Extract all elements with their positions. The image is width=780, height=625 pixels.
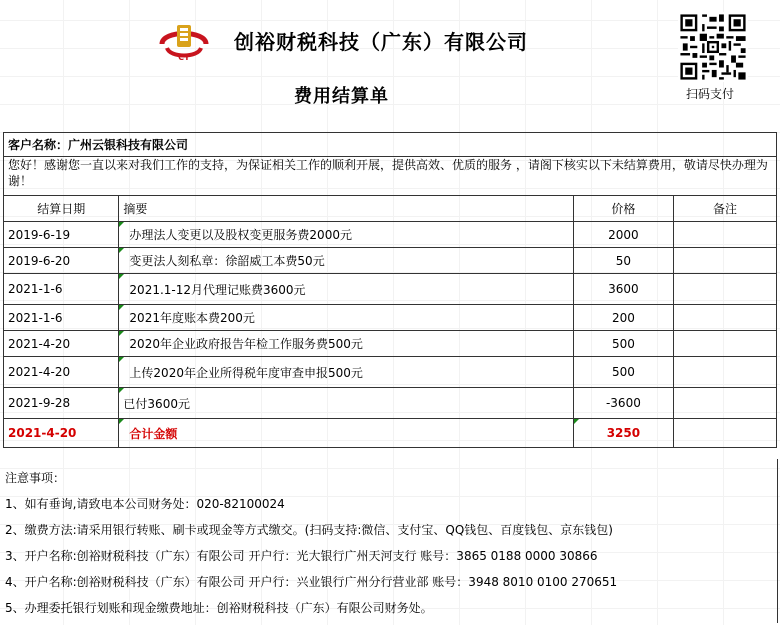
company-logo: [158, 22, 210, 62]
greeting-text: 您好！感谢您一直以来对我们工作的支持，为保证相关工作的顺利开展，提供高效、优质的服务 ，请阁下核实以下未结算费用，敬请尽快办理为谢！: [4, 157, 777, 196]
row-desc: 变更法人刻私章：徐韶威工本费50元: [119, 248, 574, 274]
customer-label: 客户名称：: [8, 138, 69, 152]
document-title: 费用结算单: [294, 86, 389, 107]
row-price: 3600: [573, 274, 673, 305]
row-note: [673, 357, 776, 388]
table-row: [4, 305, 777, 331]
row-note: [673, 274, 776, 305]
row-price: 500: [573, 357, 673, 388]
row-desc: 已付3600元: [119, 388, 574, 419]
table-row: [4, 331, 777, 357]
table-row: [4, 274, 777, 305]
notes-section: [3, 459, 778, 623]
logo-text: CY: [178, 53, 190, 62]
notes-title: 注意事项：: [5, 471, 66, 485]
total-date: 2021-4-20: [4, 419, 119, 448]
column-header-note: 备注: [673, 196, 776, 222]
document-header: [0, 0, 780, 132]
column-header-date: 结算日期: [4, 196, 119, 222]
company-name: 创裕财税科技（广东）有限公司: [234, 30, 528, 54]
row-desc: 办理法人变更以及股权变更服务费2000元: [119, 222, 574, 248]
table-row: [4, 357, 777, 388]
row-desc: 2020年企业政府报告年检工作服务费500元: [119, 331, 574, 357]
qr-caption: 扫码支付: [686, 87, 735, 101]
row-date: 2021-4-20: [4, 357, 119, 388]
column-header-desc: 摘要: [119, 196, 574, 222]
table-row: [4, 222, 777, 248]
total-row: [4, 419, 777, 448]
note-item: 3、开户名称:创裕财税科技（广东）有限公司 开户行：光大银行广州天河支行 账号：3865 0188 0000 30866: [5, 549, 598, 563]
note-item: 5、办理委托银行划账和现金缴费地址：创裕财税科技（广东）有限公司财务处。: [5, 601, 433, 615]
row-note: [673, 331, 776, 357]
row-date: 2021-4-20: [4, 331, 119, 357]
row-desc: 2021年度账本费200元: [119, 305, 574, 331]
customer-name: 广州云银科技有限公司: [68, 138, 189, 152]
row-desc: 上传2020年企业所得税年度审查申报500元: [119, 357, 574, 388]
row-price: -3600: [573, 388, 673, 419]
row-note: [673, 248, 776, 274]
billing-table: [3, 132, 777, 448]
row-date: 2019-6-20: [4, 248, 119, 274]
row-price: 2000: [573, 222, 673, 248]
row-date: 2021-1-6: [4, 274, 119, 305]
table-row: [4, 248, 777, 274]
table-header-row: [4, 196, 777, 222]
payment-qr-code[interactable]: [678, 12, 748, 82]
total-label: 合计金额: [119, 419, 574, 448]
row-date: 2021-1-6: [4, 305, 119, 331]
row-note: [673, 388, 776, 419]
row-note: [673, 222, 776, 248]
customer-row: [4, 133, 777, 157]
row-note: [673, 305, 776, 331]
row-desc: 2021.1-12月代理记账费3600元: [119, 274, 574, 305]
row-price: 200: [573, 305, 673, 331]
note-item: 2、缴费方法:请采用银行转账、刷卡或现金等方式缴交。(扫码支持:微信、支付宝、QQ钱包、百度钱包、京东钱包): [5, 523, 613, 537]
column-header-price: 价格: [573, 196, 673, 222]
row-price: 50: [573, 248, 673, 274]
table-row: [4, 388, 777, 419]
note-item: 4、开户名称:创裕财税科技（广东）有限公司 开户行：兴业银行广州分行营业部 账号：3948 8010 0100 270651: [5, 575, 618, 589]
note-item: 1、如有垂询,请致电本公司财务处：020-82100024: [5, 497, 285, 511]
greeting-row: [4, 157, 777, 196]
total-note: [673, 419, 776, 448]
total-price: 3250: [573, 419, 673, 448]
row-date: 2019-6-19: [4, 222, 119, 248]
row-price: 500: [573, 331, 673, 357]
row-date: 2021-9-28: [4, 388, 119, 419]
